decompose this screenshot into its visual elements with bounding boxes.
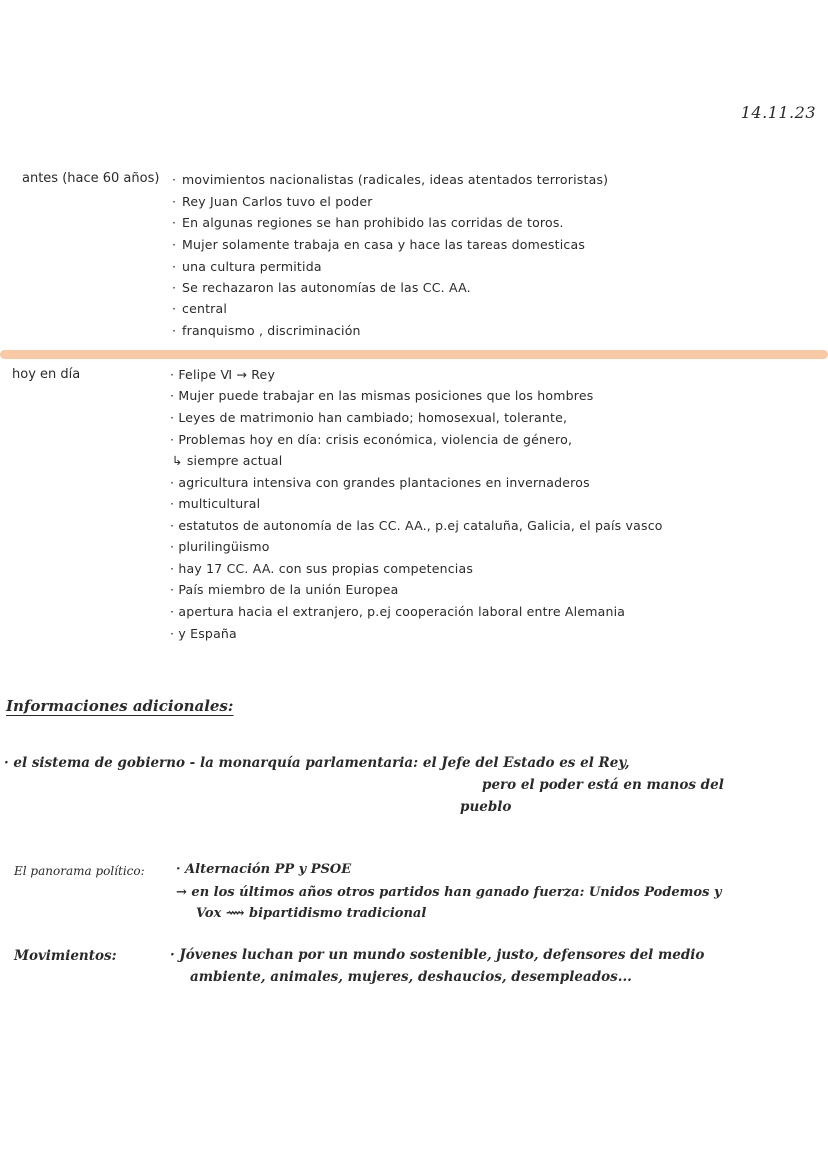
list-item: · multicultural: [170, 496, 261, 511]
list-item: · y España: [170, 626, 237, 641]
panorama-line-1: · Alternación PP y PSOE: [176, 862, 352, 877]
panorama-line-2: → en los últimos años otros partidos han ganado fuerza: Unidos Podemos y: [176, 885, 722, 900]
date: 14.11.23: [740, 103, 816, 122]
movimientos-line-1: · Jóvenes luchan por un mundo sostenible, justo, defensores del medio: [170, 947, 705, 963]
hoy-label: hoy en día: [12, 367, 81, 382]
list-item: · movimientos nacionalistas (radicales, ideas atentados terroristas): [172, 172, 609, 187]
list-item: · central: [172, 301, 228, 316]
list-item: · En algunas regiones se han prohibido las corridas de toros.: [172, 215, 564, 230]
list-item: · Se rechazaron las autonomías de las CC. AA.: [172, 280, 471, 295]
movimientos-line-2: ambiente, animales, mujeres, deshaucios, desempleados...: [190, 969, 632, 985]
list-item: · País miembro de la unión Europea: [170, 582, 399, 597]
list-item: · franquismo , discriminación: [172, 323, 361, 338]
highlight-divider: [0, 350, 828, 359]
list-item: · hay 17 CC. AA. con sus propias competencias: [170, 561, 474, 576]
list-item: · Problemas hoy en día: crisis económica, violencia de género,: [170, 432, 573, 447]
movimientos-label: Movimientos:: [14, 948, 117, 964]
list-item: · estatutos de autonomía de las CC. AA., p.ej cataluña, Galicia, el país vasco: [170, 518, 663, 533]
panorama-line-3: Vox ⟿ bipartidismo tradicional: [196, 906, 427, 921]
panorama-label: El panorama político:: [14, 864, 145, 878]
sistema-line-2: pero el poder está en manos del: [482, 777, 724, 793]
list-item: · Mujer puede trabajar en las mismas posiciones que los hombres: [170, 388, 594, 403]
sistema-line-1: · el sistema de gobierno - la monarquía parlamentaria: el Jefe del Estado es el Rey,: [4, 755, 630, 771]
list-item: · apertura hacia el extranjero, p.ej cooperación laboral entre Alemania: [170, 604, 626, 619]
list-item: ↳ siempre actual: [172, 453, 283, 468]
antes-label: antes (hace 60 años): [22, 171, 160, 186]
list-item: · agricultura intensiva con grandes plantaciones en invernaderos: [170, 475, 590, 490]
list-item: · Leyes de matrimonio han cambiado; homosexual, tolerante,: [170, 410, 568, 425]
list-item: · Mujer solamente trabaja en casa y hace las tareas domesticas: [172, 237, 586, 252]
sistema-line-3: pueblo: [460, 799, 512, 815]
list-item: · plurilingüismo: [170, 539, 270, 554]
section-heading: Informaciones adicionales:: [6, 697, 234, 715]
list-item: · una cultura permitida: [172, 259, 322, 274]
list-item: · Felipe Ⅵ → Rey: [170, 367, 276, 382]
list-item: · Rey Juan Carlos tuvo el poder: [172, 194, 373, 209]
